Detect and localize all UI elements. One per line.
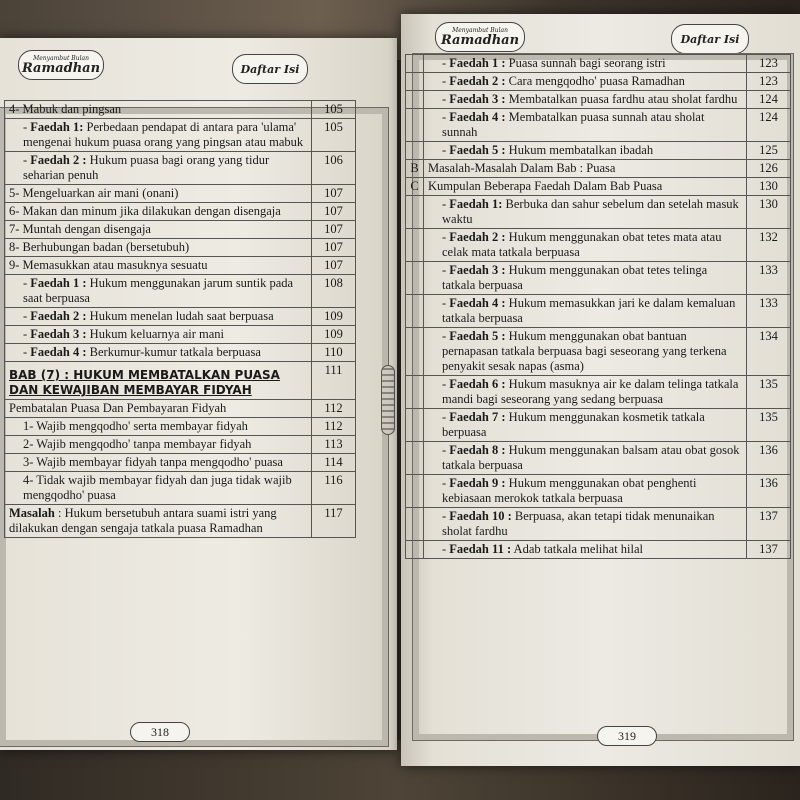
toc-entry-text: Hukum menggunakan kosmetik tatkala berpuasa (442, 410, 705, 439)
toc-entry-text: Berbuka dan sahur sebelum dan setelah masuk waktu (442, 197, 739, 226)
toc-row (5, 239, 356, 257)
toc-row (406, 475, 791, 508)
toc-entry-cell (5, 275, 312, 308)
toc-page-number-value: 106 (324, 153, 343, 167)
toc-entry-text: Hukum membatalkan ibadah (505, 143, 654, 157)
toc-page-number-value: 116 (324, 473, 343, 487)
toc-page-number-value: 137 (759, 542, 778, 556)
toc-page-number (312, 203, 356, 221)
toc-entry-cell (424, 196, 747, 229)
toc-entry-cell (5, 454, 312, 472)
toc-page-number-value: 107 (324, 258, 343, 272)
toc-entry-label: Faedah 1 : (30, 276, 87, 290)
toc-entry-cell (5, 418, 312, 436)
toc-page-number (747, 442, 791, 475)
toc-entry-label: Faedah 1 : (449, 56, 506, 70)
left-header-title: Daftar Isi (232, 54, 308, 84)
toc-page-number-value: 134 (759, 329, 778, 343)
toc-entry-bullet: - (442, 410, 447, 424)
toc-marker-cell (406, 541, 424, 559)
toc-entry-bullet: - (442, 476, 447, 490)
toc-entry-text: Hukum masuknya air ke dalam telinga tatkala mandi bagi seseorang yang sedang berpuasa (442, 377, 739, 406)
toc-entry-text: 9- Memasukkan atau masuknya sesuatu (9, 258, 208, 272)
toc-row (5, 400, 356, 418)
toc-entry-text: Hukum menggunakan obat penghenti kebiasaan merokok tatkala berpuasa (442, 476, 697, 505)
toc-row (5, 454, 356, 472)
toc-page-number-value: 132 (759, 230, 778, 244)
right-header-logo (435, 22, 525, 52)
toc-page-number (747, 91, 791, 109)
toc-entry-cell (424, 109, 747, 142)
toc-page-number (312, 472, 356, 505)
toc-page-number (312, 185, 356, 203)
toc-page-number-value: 133 (759, 263, 778, 277)
toc-row (406, 442, 791, 475)
toc-entry-label: Faedah 4 : (449, 296, 506, 310)
toc-marker-cell (406, 328, 424, 376)
toc-entry-text: Hukum menelan ludah saat berpuasa (86, 309, 274, 323)
toc-entry-cell (424, 541, 747, 559)
toc-row (406, 178, 791, 196)
toc-entry-text: Hukum menggunakan obat bantuan pernapasan tatkala berpuasa bagi seseorang yang terkena penyakit sesak napas (asma) (442, 329, 727, 373)
toc-entry-text: 8- Berhubungan badan (bersetubuh) (9, 240, 190, 254)
toc-entry-text: 2- Wajib mengqodho' tanpa membayar fidyah (23, 437, 252, 451)
toc-page-number-value: 137 (759, 509, 778, 523)
toc-row (406, 262, 791, 295)
toc-page-number (747, 328, 791, 376)
left-header-logo-title: Ramadhan (21, 60, 101, 76)
toc-page-number-value: 123 (759, 74, 778, 88)
toc-entry-label: Faedah 3 : (449, 263, 506, 277)
toc-entry-text: Puasa sunnah bagi seorang istri (505, 56, 666, 70)
toc-page-number-value: 133 (759, 296, 778, 310)
toc-row (5, 275, 356, 308)
toc-page-number (312, 275, 356, 308)
toc-chapter-title: BAB (7) : HUKUM MEMBATALKAN PUASA DAN KEWAJIBAN MEMBAYAR FIDYAH (9, 368, 280, 397)
toc-row (5, 101, 356, 119)
toc-entry-cell (5, 436, 312, 454)
toc-entry-bullet: - (23, 345, 28, 359)
toc-entry-text: Hukum keluarnya air mani (86, 327, 225, 341)
toc-entry-text: Hukum memasukkan jari ke dalam kemaluan tatkala berpuasa (442, 296, 736, 325)
toc-page-number (312, 221, 356, 239)
toc-row (5, 472, 356, 505)
toc-entry-text: Hukum menggunakan jarum suntik pada saat berpuasa (23, 276, 294, 305)
toc-marker-cell (406, 229, 424, 262)
toc-page-number (312, 257, 356, 275)
toc-entry-cell (5, 101, 312, 119)
toc-row (406, 376, 791, 409)
toc-entry-text: Membatalkan puasa sunnah atau sholat sunnah (442, 110, 705, 139)
toc-entry-cell (424, 178, 747, 196)
toc-entry-label: Faedah 2 : (449, 230, 506, 244)
toc-page-number-value: 135 (759, 410, 778, 424)
toc-entry-bullet: - (23, 309, 28, 323)
toc-entry-cell (424, 508, 747, 541)
toc-page-number (747, 409, 791, 442)
toc-marker-cell (406, 295, 424, 328)
toc-page-number (747, 73, 791, 91)
toc-entry-label: Faedah 8 : (449, 443, 506, 457)
toc-row (5, 418, 356, 436)
toc-entry-bullet: - (442, 56, 447, 70)
right-page-number: 319 (597, 726, 657, 746)
toc-entry-cell (424, 160, 747, 178)
toc-row (406, 109, 791, 142)
toc-entry-label: Faedah 1: (30, 120, 84, 134)
toc-entry-cell (5, 257, 312, 275)
toc-entry-label: Faedah 9 : (449, 476, 506, 490)
toc-entry-text: Hukum menggunakan balsam atau obat gosok tatkala berpuasa (442, 443, 740, 472)
toc-entry-cell (424, 73, 747, 91)
toc-entry-cell (424, 295, 747, 328)
toc-entry-text: Membatalkan puasa fardhu atau sholat fardhu (505, 92, 738, 106)
toc-entry-text: 5- Mengeluarkan air mani (onani) (9, 186, 179, 200)
toc-marker-cell (406, 109, 424, 142)
toc-entry-text: Hukum menggunakan obat tetes mata atau celak mata tatkala berpuasa (442, 230, 722, 259)
toc-entry-label: Faedah 5 : (449, 329, 506, 343)
toc-entry-cell (5, 185, 312, 203)
toc-row (5, 362, 356, 400)
toc-row (406, 55, 791, 73)
toc-entry-text: 4- Mabuk dan pingsan (9, 102, 122, 116)
toc-entry-bullet: - (442, 92, 447, 106)
toc-entry-cell (5, 344, 312, 362)
toc-entry-cell (424, 91, 747, 109)
toc-row (406, 295, 791, 328)
toc-entry-label: Faedah 3 : (30, 327, 87, 341)
toc-row (406, 328, 791, 376)
toc-marker: C (410, 179, 419, 193)
toc-entry-cell (424, 475, 747, 508)
toc-entry-cell (5, 326, 312, 344)
toc-page-number-value: 107 (324, 204, 343, 218)
toc-entry-bullet: - (23, 120, 28, 134)
toc-page-number (747, 160, 791, 178)
toc-entry-text: Hukum menggunakan obat tetes telinga tatkala berpuasa (442, 263, 708, 292)
toc-page-number-value: 111 (324, 363, 343, 377)
toc-marker-cell (406, 196, 424, 229)
right-toc-table (405, 54, 791, 559)
toc-entry-label: Faedah 7 : (449, 410, 506, 424)
toc-page-number-value: 114 (324, 455, 343, 469)
toc-row (5, 185, 356, 203)
toc-row (5, 326, 356, 344)
toc-entry-text: Adab tatkala melihat hilal (511, 542, 644, 556)
toc-entry-text: 3- Wajib membayar fidyah tanpa mengqodho' puasa (23, 455, 283, 469)
toc-entry-bullet: - (442, 110, 447, 124)
toc-entry-bullet: - (442, 509, 447, 523)
toc-row (406, 229, 791, 262)
toc-page-number (312, 454, 356, 472)
toc-row (5, 308, 356, 326)
toc-page-number (312, 436, 356, 454)
toc-page-number (747, 376, 791, 409)
toc-marker-cell (406, 55, 424, 73)
toc-page-number (312, 308, 356, 326)
toc-page-number-value: 113 (324, 437, 343, 451)
toc-row (406, 541, 791, 559)
toc-row (406, 160, 791, 178)
toc-page-number-value: 107 (324, 222, 343, 236)
toc-marker-cell (406, 508, 424, 541)
toc-page-number-value: 105 (324, 102, 343, 116)
toc-entry-text: 6- Makan dan minum jika dilakukan dengan disengaja (9, 204, 281, 218)
toc-page-number (312, 101, 356, 119)
toc-entry-cell (5, 239, 312, 257)
toc-entry-cell (424, 442, 747, 475)
toc-page-number-value: 107 (324, 240, 343, 254)
right-page (401, 14, 800, 766)
toc-page-number-value: 125 (759, 143, 778, 157)
toc-entry-label: Faedah 11 : (449, 542, 512, 556)
toc-entry-cell (5, 400, 312, 418)
toc-page-number (312, 239, 356, 257)
left-page (0, 38, 397, 750)
toc-page-number (747, 142, 791, 160)
toc-entry-cell (5, 472, 312, 505)
toc-entry-label: Faedah 6 : (449, 377, 506, 391)
toc-entry-bullet: - (442, 230, 447, 244)
toc-row (406, 73, 791, 91)
toc-page-number (312, 119, 356, 152)
toc-marker: B (410, 161, 419, 175)
toc-entry-bullet: - (442, 143, 447, 157)
toc-row (406, 508, 791, 541)
toc-entry-cell (424, 328, 747, 376)
toc-page-number (747, 475, 791, 508)
toc-entry-cell (424, 376, 747, 409)
toc-entry-label: Faedah 1: (449, 197, 503, 211)
left-header-logo (18, 50, 104, 80)
toc-entry-cell (5, 119, 312, 152)
toc-page-number-value: 124 (759, 92, 778, 106)
toc-marker-cell (406, 142, 424, 160)
toc-page-number (312, 400, 356, 418)
toc-page-number (747, 295, 791, 328)
toc-row (5, 505, 356, 538)
toc-page-number-value: 130 (759, 197, 778, 211)
toc-entry-bullet: - (442, 443, 447, 457)
toc-page-number-value: 135 (759, 377, 778, 391)
left-toc-table (4, 100, 356, 538)
toc-entry-text: 7- Muntah dengan disengaja (9, 222, 151, 236)
toc-page-number-value: 136 (759, 443, 778, 457)
toc-page-number (747, 262, 791, 295)
toc-entry-label: Faedah 10 : (449, 509, 512, 523)
toc-row (406, 196, 791, 229)
toc-entry-cell (5, 221, 312, 239)
toc-entry-label: Faedah 2 : (30, 153, 87, 167)
toc-page-number (747, 508, 791, 541)
toc-row (5, 257, 356, 275)
toc-page-number-value: 109 (324, 327, 343, 341)
toc-marker-cell (406, 409, 424, 442)
toc-row (406, 409, 791, 442)
toc-row (5, 152, 356, 185)
toc-row (5, 203, 356, 221)
left-header-logo-top: Menyambut Bulan (33, 54, 89, 62)
toc-page-number (312, 362, 356, 400)
toc-entry-cell (424, 142, 747, 160)
toc-marker-cell (406, 160, 424, 178)
right-header-title: Daftar Isi (671, 24, 749, 54)
toc-page-number-value: 117 (324, 506, 343, 520)
toc-row (5, 119, 356, 152)
toc-entry-text: Kumpulan Beberapa Faedah Dalam Bab Puasa (428, 179, 663, 193)
toc-entry-bullet: - (442, 74, 447, 88)
toc-page-number (312, 326, 356, 344)
toc-entry-cell (5, 203, 312, 221)
toc-entry-text: Cara mengqodho' puasa Ramadhan (505, 74, 685, 88)
toc-entry-label: Faedah 5 : (449, 143, 506, 157)
toc-entry-cell (424, 409, 747, 442)
toc-row (406, 91, 791, 109)
toc-page-number-value: 136 (759, 476, 778, 490)
toc-page-number-value: 112 (324, 419, 343, 433)
toc-page-number (747, 55, 791, 73)
toc-entry-label: Masalah (9, 506, 55, 520)
toc-entry-label: Faedah 2 : (449, 74, 506, 88)
toc-page-number-value: 130 (759, 179, 778, 193)
right-header-logo-top: Menyambut Bulan (452, 26, 508, 34)
toc-entry-cell (5, 362, 312, 400)
toc-page-number-value: 105 (324, 120, 343, 134)
toc-row (5, 436, 356, 454)
toc-entry-text: 1- Wajib mengqodho' serta membayar fidyah (23, 419, 248, 433)
toc-row (5, 221, 356, 239)
toc-marker-cell (406, 475, 424, 508)
toc-page-number (312, 505, 356, 538)
toc-entry-bullet: - (23, 276, 28, 290)
right-header-logo-title: Ramadhan (440, 32, 520, 48)
toc-entry-bullet: - (442, 263, 447, 277)
toc-page-number (747, 109, 791, 142)
left-page-number: 318 (130, 722, 190, 742)
toc-page-number-value: 126 (759, 161, 778, 175)
toc-entry-bullet: - (23, 153, 28, 167)
toc-entry-cell (5, 505, 312, 538)
toc-entry-label: Faedah 3 : (449, 92, 506, 106)
toc-page-number (747, 229, 791, 262)
toc-page-number (747, 178, 791, 196)
toc-entry-bullet: - (442, 377, 447, 391)
toc-entry-text: Berpuasa, akan tetapi tidak menunaikan sholat fardhu (442, 509, 715, 538)
toc-entry-cell (5, 152, 312, 185)
toc-entry-text: Masalah-Masalah Dalam Bab : Puasa (428, 161, 616, 175)
toc-entry-text: 4- Tidak wajib membayar fidyah dan juga tidak wajib mengqodho' puasa (23, 473, 292, 502)
toc-entry-cell (5, 308, 312, 326)
toc-marker-cell (406, 262, 424, 295)
toc-entry-text: : Hukum bersetubuh antara suami istri yang dilakukan dengan sengaja tatkala puasa Ramadhan (9, 506, 277, 535)
toc-page-number-value: 124 (759, 110, 778, 124)
toc-page-number-value: 110 (324, 345, 343, 359)
toc-marker-cell (406, 73, 424, 91)
toc-entry-bullet: - (442, 296, 447, 310)
toc-row (406, 142, 791, 160)
toc-page-number (312, 152, 356, 185)
toc-marker-cell (406, 442, 424, 475)
toc-page-number-value: 109 (324, 309, 343, 323)
toc-entry-cell (424, 229, 747, 262)
toc-entry-text: Perbedaan pendapat di antara para 'ulama' mengenai hukum puasa orang yang pingsan atau mabuk (23, 120, 304, 149)
toc-page-number-value: 107 (324, 186, 343, 200)
toc-entry-label: Faedah 4 : (449, 110, 506, 124)
toc-entry-label: Faedah 4 : (30, 345, 87, 359)
toc-entry-bullet: - (442, 542, 447, 556)
toc-page-number-value: 108 (324, 276, 343, 290)
toc-page-number-value: 123 (759, 56, 778, 70)
toc-entry-bullet: - (442, 329, 447, 343)
toc-entry-text: Hukum puasa bagi orang yang tidur seharian penuh (23, 153, 270, 182)
toc-marker-cell (406, 376, 424, 409)
toc-page-number-value: 112 (324, 401, 343, 415)
toc-marker-cell (406, 91, 424, 109)
toc-entry-cell (424, 55, 747, 73)
toc-page-number (312, 344, 356, 362)
toc-entry-bullet: - (23, 327, 28, 341)
toc-page-number (747, 196, 791, 229)
toc-entry-text: Berkumur-kumur tatkala berpuasa (86, 345, 261, 359)
toc-page-number (312, 418, 356, 436)
toc-entry-label: Faedah 2 : (30, 309, 87, 323)
toc-marker-cell (406, 178, 424, 196)
toc-entry-bullet: - (442, 197, 447, 211)
toc-entry-cell (424, 262, 747, 295)
toc-row (5, 344, 356, 362)
toc-page-number (747, 541, 791, 559)
toc-entry-text: Pembatalan Puasa Dan Pembayaran Fidyah (9, 401, 227, 415)
spine-ornament (381, 365, 395, 435)
